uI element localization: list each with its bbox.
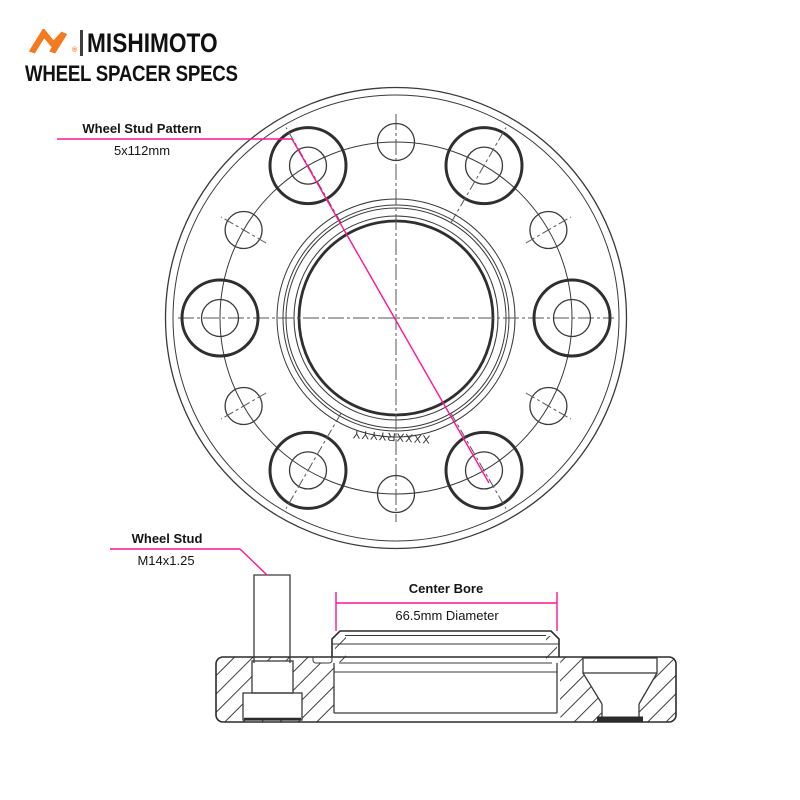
center-bore-value: 66.5mm Diameter (395, 608, 499, 623)
wheel-stud-pattern-label: Wheel Stud Pattern (82, 121, 202, 136)
wheel-stud-value: M14x1.25 (137, 553, 195, 568)
center-bore-label: Center Bore (408, 581, 484, 596)
brand-name: MISHIMOTO (87, 28, 218, 58)
laser-etch-text: XXXXRYYYY (351, 427, 431, 445)
thread-band (597, 717, 643, 722)
center-hub-section (332, 631, 559, 713)
registered-mark-icon: ® (72, 47, 78, 54)
centerlines (178, 114, 614, 522)
wheel-stud-pattern-value: 5x112mm (113, 143, 171, 158)
section-view (110, 549, 690, 728)
page-title: WHEEL SPACER SPECS (25, 61, 238, 86)
wheel-stud-label: Wheel Stud (131, 531, 203, 546)
stud-pattern-leader-line (57, 139, 489, 483)
